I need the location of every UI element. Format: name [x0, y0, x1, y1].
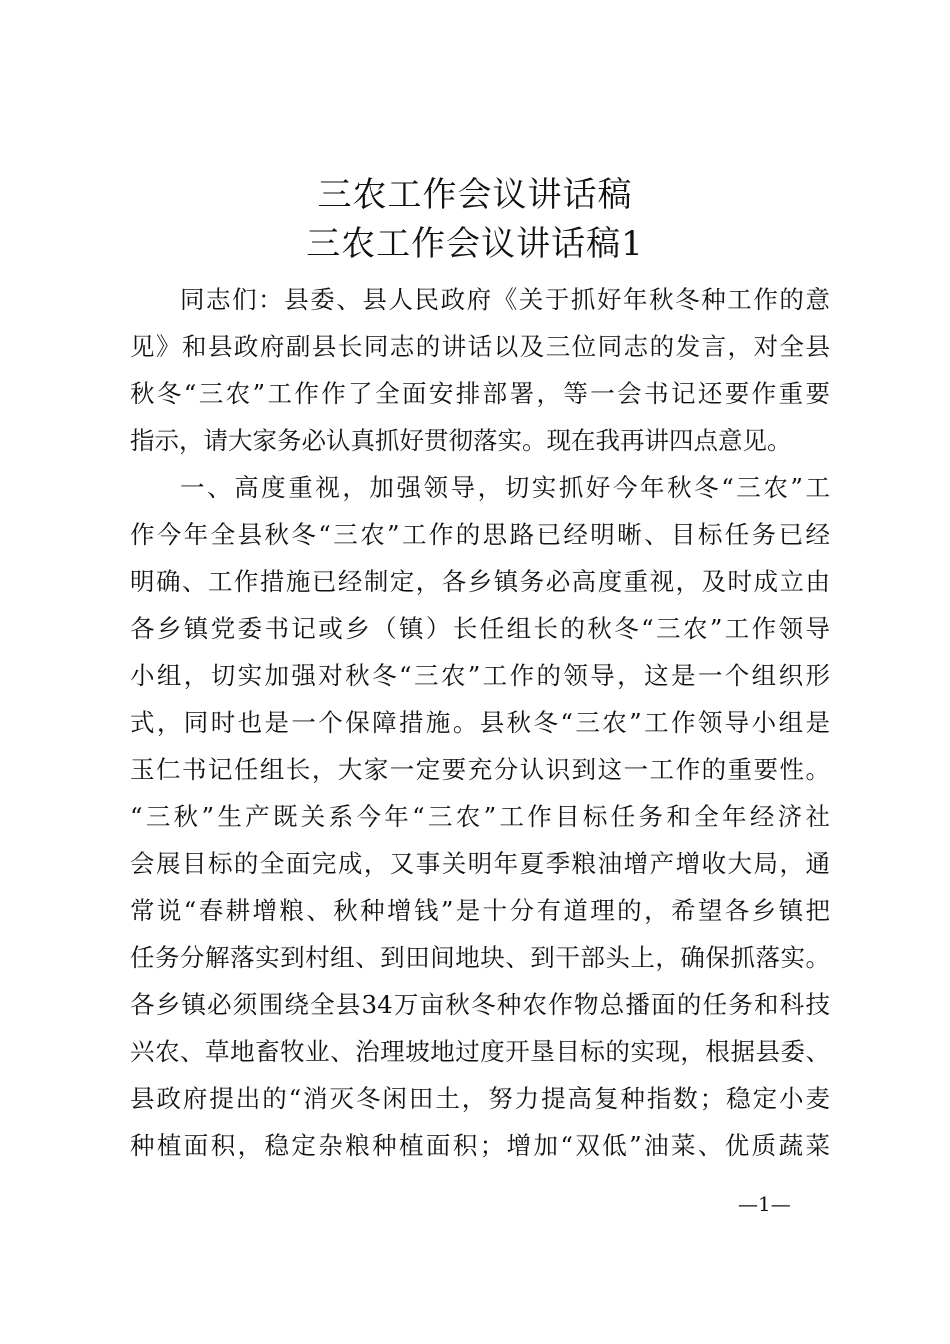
text-line: 各乡镇必须围绕全县34万亩秋冬种农作物总播面的任务和科技: [130, 990, 830, 1019]
text-line: 种植面积，稳定杂粮种植面积；增加“双低”油菜、优质蔬菜: [130, 1131, 830, 1160]
text-line: 任务分解落实到村组、到田间地块、到干部头上，确保抓落实。: [130, 943, 830, 972]
text-line: 各乡镇党委书记或乡（镇）长任组长的秋冬“三农”工作领导: [130, 614, 830, 643]
document-title: 三农工作会议讲话稿: [317, 175, 633, 215]
text-line: “三秋”生产既关系今年“三农”工作目标任务和全年经济社: [130, 802, 830, 831]
text-line: 同志们：县委、县人民政府《关于抓好年秋冬种工作的意: [180, 285, 830, 314]
section-heading-line: 一、高度重视，加强领导，切实抓好今年秋冬“三农”工: [180, 473, 830, 502]
text-line: 玉仁书记任组长，大家一定要充分认识到这一工作的重要性。: [130, 755, 830, 784]
text-line: 常说“春耕增粮、秋种增钱”是十分有道理的，希望各乡镇把: [130, 896, 830, 925]
text-line: 作今年全县秋冬“三农”工作的思路已经明晰、目标任务已经: [130, 520, 830, 549]
text-line: 兴农、草地畜牧业、治理坡地过度开垦目标的实现，根据县委、: [130, 1037, 830, 1066]
page-number: —1—: [738, 1192, 791, 1216]
text-line: 指示，请大家务必认真抓好贯彻落实。现在我再讲四点意见。: [130, 426, 792, 455]
text-line: 县政府提出的“消灭冬闲田土，努力提高复种指数；稳定小麦: [130, 1084, 830, 1113]
document-subtitle: 三农工作会议讲话稿1: [306, 224, 644, 264]
text-line: 会展目标的全面完成，又事关明年夏季粮油增产增收大局，通: [130, 849, 830, 878]
text-line: 见》和县政府副县长同志的讲话以及三位同志的发言，对全县: [130, 332, 830, 361]
text-line: 明确、工作措施已经制定，各乡镇务必高度重视，及时成立由: [130, 567, 830, 596]
text-line: 式，同时也是一个保障措施。县秋冬“三农”工作领导小组是: [130, 708, 830, 737]
text-line: 小组，切实加强对秋冬“三农”工作的领导，这是一个组织形: [130, 661, 830, 690]
text-line: 秋冬“三农”工作作了全面安排部署，等一会书记还要作重要: [130, 379, 830, 408]
speech-body: [130, 276, 830, 1169]
